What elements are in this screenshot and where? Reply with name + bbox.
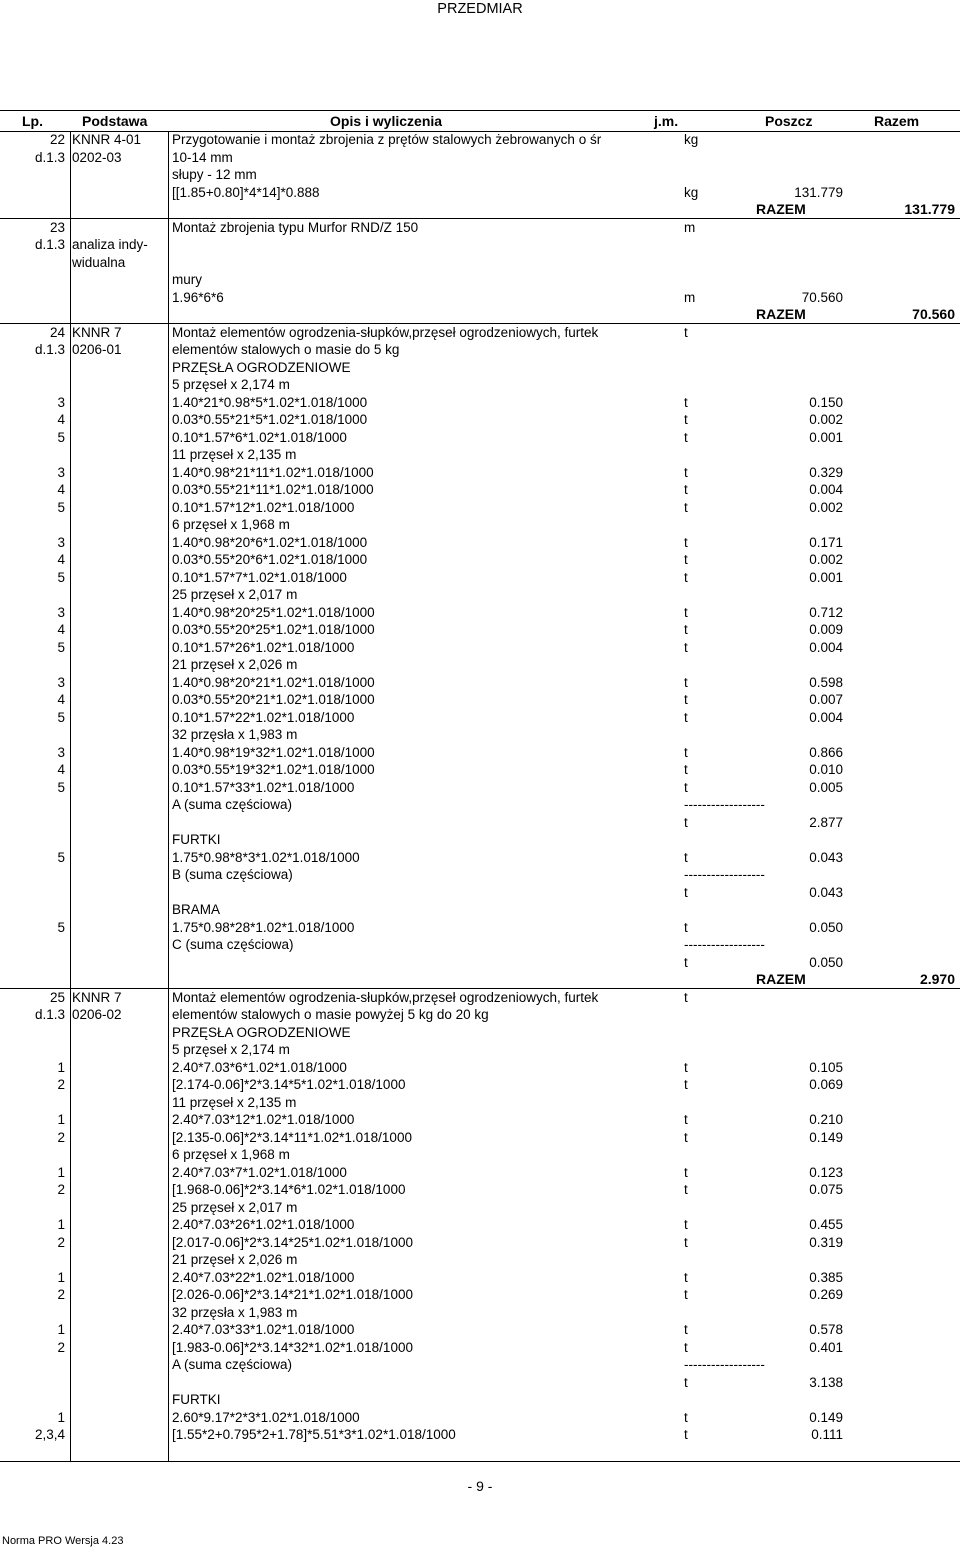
row-unit: t: [684, 884, 688, 900]
row-unit: t: [684, 499, 688, 515]
row-quantity: 0.050: [809, 954, 843, 970]
row-description: A (suma częściowa): [172, 797, 293, 812]
row-basis: 0206-01: [72, 342, 122, 357]
row-description: PRZĘSŁA OGRODZENIOWE: [172, 1024, 351, 1040]
table-row: [0, 499, 960, 517]
table-row: [0, 1129, 960, 1147]
row-description: 0.03*0.55*21*11*1.02*1.018/1000: [172, 482, 374, 497]
table-row: [0, 289, 960, 307]
razem-label: RAZEM: [756, 971, 806, 987]
row-unit: t: [684, 779, 688, 795]
razem-row: [0, 971, 960, 989]
row-quantity: 0.004: [809, 482, 843, 497]
row-unit: t: [684, 692, 688, 707]
table-row: [0, 779, 960, 797]
table-row: [0, 796, 960, 814]
row-description: elementów stalowych o masie do 5 kg: [172, 342, 400, 357]
row-quantity: 0.001: [809, 429, 843, 445]
row-quantity: 0.105: [809, 1059, 843, 1075]
table-row: [0, 341, 960, 359]
row-lp: 4: [57, 692, 65, 707]
row-description: [2.174-0.06]*2*3.14*5*1.02*1.018/1000: [172, 1077, 406, 1092]
row-description: A (suma częściowa): [172, 1357, 293, 1372]
table-row: [0, 254, 960, 272]
row-unit: t: [684, 919, 688, 935]
table-row: [0, 569, 960, 587]
row-quantity: 0.004: [809, 709, 843, 725]
row-quantity: 0.002: [809, 412, 843, 427]
row-description: BRAMA: [172, 902, 221, 917]
row-lp: 1: [57, 1059, 65, 1075]
row-description: 0.10*1.57*33*1.02*1.018/1000: [172, 779, 355, 795]
row-quantity: 2.877: [809, 814, 843, 830]
table-row: [0, 551, 960, 569]
row-basis: KNNR 4-01: [72, 132, 142, 147]
row-quantity: 0.002: [809, 552, 843, 567]
row-quantity: 0.385: [809, 1269, 843, 1285]
row-unit: m: [684, 289, 696, 305]
row-quantity: 0.123: [809, 1164, 843, 1180]
razem-label: RAZEM: [756, 201, 806, 217]
table-row: [0, 1426, 960, 1444]
table-row: [0, 674, 960, 692]
table-row: [0, 1304, 960, 1322]
table-row: [0, 1409, 960, 1427]
table-header: [0, 110, 960, 132]
row-lp: 1: [57, 1409, 65, 1425]
row-description: 0.10*1.57*7*1.02*1.018/1000: [172, 569, 347, 585]
row-lp: 5: [57, 849, 65, 865]
row-unit: t: [684, 1287, 688, 1302]
row-description: 0.10*1.57*26*1.02*1.018/1000: [172, 639, 355, 655]
row-unit: t: [684, 954, 688, 970]
row-unit: t: [684, 1409, 688, 1425]
row-lp: 4: [57, 762, 65, 777]
row-lp: 1: [57, 1112, 65, 1127]
row-lp: 2: [57, 1077, 65, 1092]
row-lp: 1: [57, 1269, 65, 1285]
table-row: [0, 866, 960, 884]
row-description: 25 przęseł x 2,017 m: [172, 1199, 298, 1215]
row-lp: 3: [57, 744, 65, 760]
row-quantity: 131.779: [794, 184, 843, 200]
table-row: [0, 131, 960, 149]
row-quantity: 0.171: [809, 534, 843, 550]
row-quantity: 0.598: [809, 674, 843, 690]
row-basis: widualna: [72, 254, 126, 270]
row-quantity: 0.210: [809, 1112, 843, 1127]
table-row: [0, 1094, 960, 1112]
table-bottom-border: [0, 1461, 960, 1462]
row-lp: 2: [57, 1339, 65, 1355]
row-quantity: 0.712: [809, 604, 843, 620]
row-description: 25 przęseł x 2,017 m: [172, 587, 298, 602]
table-row: [0, 1216, 960, 1234]
row-quantity: 0.001: [809, 569, 843, 585]
table-row: [0, 446, 960, 464]
row-description: słupy - 12 mm: [172, 167, 257, 182]
row-quantity: 0.002: [809, 499, 843, 515]
row-description: 6 przęseł x 1,968 m: [172, 517, 290, 532]
table-row: [0, 1321, 960, 1339]
row-lp: 5: [57, 499, 65, 515]
table-row: [0, 639, 960, 657]
row-unit: kg: [684, 132, 699, 147]
row-lp: 1: [57, 1217, 65, 1232]
row-description: [[1.85+0.80]*4*14]*0.888: [172, 184, 320, 200]
row-description: 10-14 mm: [172, 149, 233, 165]
row-lp: 2: [57, 1287, 65, 1302]
row-unit: t: [684, 744, 688, 760]
row-quantity: 0.149: [809, 1409, 843, 1425]
table-row: [0, 166, 960, 184]
row-lp: 5: [57, 639, 65, 655]
table-row: [0, 936, 960, 954]
row-description: [1.968-0.06]*2*3.14*6*1.02*1.018/1000: [172, 1182, 406, 1197]
row-lp: 5: [57, 919, 65, 935]
row-description: Montaż zbrojenia typu Murfor RND/Z 150: [172, 219, 419, 235]
row-lp: 25: [49, 989, 65, 1005]
row-quantity: 0.007: [809, 692, 843, 707]
table-row: [0, 324, 960, 342]
row-description: Montaż elementów ogrodzenia-słupków,przęseł ogrodzeniowych, furtek: [172, 989, 599, 1005]
row-basis: 0206-02: [72, 1007, 122, 1022]
row-unit: t: [684, 534, 688, 550]
row-lp: 4: [57, 412, 65, 427]
table-row: [0, 691, 960, 709]
row-description: 11 przęseł x 2,135 m: [172, 1094, 297, 1110]
table-row: [0, 1356, 960, 1374]
table-row: [0, 814, 960, 832]
row-quantity: 0.005: [809, 779, 843, 795]
row-unit: t: [684, 1077, 688, 1092]
row-description: [2.026-0.06]*2*3.14*21*1.02*1.018/1000: [172, 1287, 413, 1302]
row-unit: t: [684, 1182, 688, 1197]
row-lp: 4: [57, 622, 65, 637]
row-quantity: 0.269: [809, 1287, 843, 1302]
row-description: 5 przęseł x 2,174 m: [172, 377, 290, 392]
table-row: [0, 1076, 960, 1094]
row-quantity: 0.009: [809, 622, 843, 637]
row-unit: t: [684, 604, 688, 620]
row-basis: KNNR 7: [72, 989, 122, 1005]
table-row: [0, 1006, 960, 1024]
table-row: [0, 586, 960, 604]
row-unit: t: [684, 709, 688, 725]
software-footer: Norma PRO Wersja 4.23: [2, 1535, 124, 1547]
razem-total: 131.779: [904, 201, 955, 217]
row-basis: 0202-03: [72, 149, 122, 165]
table-row: [0, 376, 960, 394]
row-lp: 5: [57, 709, 65, 725]
row-description: 1.75*0.98*28*1.02*1.018/1000: [172, 919, 355, 935]
table-row: [0, 1391, 960, 1409]
table-row: [0, 901, 960, 919]
row-description: 21 przęseł x 2,026 m: [172, 1252, 298, 1267]
row-unit: t: [684, 482, 688, 497]
table-row: [0, 516, 960, 534]
table-row: [0, 849, 960, 867]
row-unit: ------------------: [684, 867, 765, 882]
row-lp: 22: [49, 132, 65, 147]
row-unit: t: [684, 1339, 688, 1355]
row-unit: t: [684, 1217, 688, 1232]
table-row: [0, 744, 960, 762]
row-unit: t: [684, 814, 688, 830]
table-row: [0, 989, 960, 1007]
table-row: [0, 1024, 960, 1042]
table-row: [0, 656, 960, 674]
row-description: [2.135-0.06]*2*3.14*11*1.02*1.018/1000: [172, 1129, 412, 1145]
row-description: 1.75*0.98*8*3*1.02*1.018/1000: [172, 849, 360, 865]
row-lp: 4: [57, 552, 65, 567]
row-unit: t: [684, 1112, 688, 1127]
row-quantity: 3.138: [809, 1374, 843, 1390]
table-row: [0, 831, 960, 849]
row-unit: t: [684, 569, 688, 585]
row-quantity: 0.401: [809, 1339, 843, 1355]
row-lp: 2,3,4: [34, 1427, 65, 1442]
row-lp: 23: [49, 219, 65, 235]
table-row: [0, 1199, 960, 1217]
row-quantity: 0.075: [809, 1182, 843, 1197]
row-description: 21 przęseł x 2,026 m: [172, 657, 298, 672]
row-lp: 4: [57, 482, 65, 497]
row-lp: 1: [57, 1164, 65, 1180]
table-row: [0, 1234, 960, 1252]
row-description: 1.40*0.98*20*25*1.02*1.018/1000: [172, 604, 375, 620]
row-quantity: 0.329: [809, 464, 843, 480]
table-row: [0, 621, 960, 639]
row-unit: t: [684, 1164, 688, 1180]
row-lp: 24: [49, 324, 65, 340]
row-unit: t: [684, 1059, 688, 1075]
row-description: mury: [172, 272, 202, 287]
row-description: 1.40*0.98*19*32*1.02*1.018/1000: [172, 744, 375, 760]
row-description: [2.017-0.06]*2*3.14*25*1.02*1.018/1000: [172, 1234, 413, 1250]
table-row: [0, 394, 960, 412]
razem-total: 2.970: [919, 971, 955, 987]
row-lp: 5: [57, 779, 65, 795]
table-row: [0, 761, 960, 779]
row-quantity: 0.043: [809, 884, 843, 900]
row-lp: 5: [57, 569, 65, 585]
row-unit: t: [684, 1427, 688, 1442]
table-row: [0, 726, 960, 744]
row-lp: 2: [57, 1129, 65, 1145]
row-description: 11 przęseł x 2,135 m: [172, 447, 297, 462]
row-unit: kg: [684, 184, 699, 200]
row-quantity: 0.069: [809, 1077, 843, 1092]
row-description: 1.40*0.98*20*21*1.02*1.018/1000: [172, 674, 375, 690]
row-quantity: 0.111: [811, 1427, 843, 1442]
row-description: FURTKI: [172, 832, 221, 847]
row-description: 1.96*6*6: [172, 289, 224, 305]
table-row: [0, 919, 960, 937]
row-description: 2.40*7.03*7*1.02*1.018/1000: [172, 1164, 347, 1180]
table-row: [0, 236, 960, 254]
row-unit: t: [684, 1269, 688, 1285]
row-unit: t: [684, 622, 688, 637]
table-row: [0, 1146, 960, 1164]
row-description: 0.10*1.57*22*1.02*1.018/1000: [172, 709, 355, 725]
row-description: 1.40*21*0.98*5*1.02*1.018/1000: [172, 394, 368, 410]
row-unit: t: [684, 674, 688, 690]
row-quantity: 0.455: [809, 1217, 843, 1232]
row-lp: d.1.3: [34, 237, 65, 252]
table-row: [0, 429, 960, 447]
row-description: 5 przęseł x 2,174 m: [172, 1042, 290, 1057]
row-unit: t: [684, 1374, 688, 1390]
row-description: Przygotowanie i montaż zbrojenia z prętów stalowych żebrowanych o śr: [172, 132, 602, 147]
row-quantity: 0.043: [809, 849, 843, 865]
table-row: [0, 604, 960, 622]
row-description: 1.40*0.98*20*6*1.02*1.018/1000: [172, 534, 368, 550]
row-description: B (suma częściowa): [172, 867, 293, 882]
row-description: 2.40*7.03*6*1.02*1.018/1000: [172, 1059, 347, 1075]
row-unit: t: [684, 394, 688, 410]
row-description: 2.40*7.03*12*1.02*1.018/1000: [172, 1112, 355, 1127]
row-unit: m: [684, 219, 696, 235]
row-quantity: 0.578: [809, 1322, 843, 1337]
row-description: 6 przęseł x 1,968 m: [172, 1147, 290, 1162]
row-quantity: 0.004: [809, 639, 843, 655]
page-number: - 9 -: [467, 1478, 493, 1494]
row-description: 0.10*1.57*12*1.02*1.018/1000: [172, 499, 355, 515]
row-lp: 3: [57, 604, 65, 620]
row-lp: 3: [57, 394, 65, 410]
razem-row: [0, 306, 960, 324]
table-row: [0, 1164, 960, 1182]
row-quantity: 0.319: [809, 1234, 843, 1250]
table-row: [0, 149, 960, 167]
table-row: [0, 271, 960, 289]
row-unit: ------------------: [684, 797, 765, 812]
row-quantity: 70.560: [801, 289, 843, 305]
row-unit: ------------------: [684, 1357, 765, 1372]
row-quantity: 0.866: [809, 744, 843, 760]
row-description: 2.60*9.17*2*3*1.02*1.018/1000: [172, 1409, 360, 1425]
table-row: [0, 1286, 960, 1304]
row-description: PRZĘSŁA OGRODZENIOWE: [172, 359, 351, 375]
table-row: [0, 1181, 960, 1199]
row-lp: 2: [57, 1234, 65, 1250]
row-quantity: 0.150: [809, 394, 843, 410]
table-row: [0, 954, 960, 972]
table-row: [0, 184, 960, 202]
row-lp: d.1.3: [34, 342, 65, 357]
table-row: [0, 1374, 960, 1392]
row-unit: t: [684, 1322, 688, 1337]
row-unit: t: [684, 464, 688, 480]
row-lp: d.1.3: [34, 1007, 65, 1022]
row-description: 2.40*7.03*33*1.02*1.018/1000: [172, 1322, 355, 1337]
table-row: [0, 1251, 960, 1269]
row-unit: t: [684, 639, 688, 655]
table-row: [0, 411, 960, 429]
header-quantity: Poszcz: [765, 113, 813, 129]
row-description: 0.03*0.55*21*5*1.02*1.018/1000: [172, 412, 368, 427]
row-description: C (suma częściowa): [172, 937, 294, 952]
row-description: 0.03*0.55*20*25*1.02*1.018/1000: [172, 622, 375, 637]
table-row: [0, 1269, 960, 1287]
table-row: [0, 481, 960, 499]
table-row: [0, 884, 960, 902]
row-description: 32 przęsła x 1,983 m: [172, 1304, 298, 1320]
header-total: Razem: [874, 113, 920, 129]
row-lp: 5: [57, 429, 65, 445]
header-basis: Podstawa: [82, 113, 148, 129]
row-description: elementów stalowych o masie powyżej 5 kg do 20 kg: [172, 1007, 489, 1022]
row-description: Montaż elementów ogrodzenia-słupków,przęseł ogrodzeniowych, furtek: [172, 324, 599, 340]
row-lp: d.1.3: [34, 149, 65, 165]
table-row: [0, 1111, 960, 1129]
row-lp: 1: [57, 1322, 65, 1337]
row-description: 32 przęsła x 1,983 m: [172, 727, 298, 742]
row-basis: analiza indy-: [72, 237, 148, 252]
row-description: 0.03*0.55*19*32*1.02*1.018/1000: [172, 762, 375, 777]
row-unit: t: [684, 762, 688, 777]
row-lp: 3: [57, 464, 65, 480]
row-description: [1.983-0.06]*2*3.14*32*1.02*1.018/1000: [172, 1339, 413, 1355]
table-row: [0, 1059, 960, 1077]
row-unit: ------------------: [684, 937, 765, 952]
row-basis: KNNR 7: [72, 324, 122, 340]
row-quantity: 0.010: [809, 762, 843, 777]
razem-total: 70.560: [912, 306, 955, 322]
page-title: PRZEDMIAR: [437, 1, 523, 17]
row-unit: t: [684, 429, 688, 445]
row-lp: 2: [57, 1182, 65, 1197]
table-row: [0, 1041, 960, 1059]
header-lp: Lp.: [22, 113, 43, 129]
measurement-table: [0, 131, 960, 1461]
row-description: 2.40*7.03*22*1.02*1.018/1000: [172, 1269, 355, 1285]
razem-row: [0, 201, 960, 219]
row-unit: t: [684, 1234, 688, 1250]
row-quantity: 0.050: [809, 919, 843, 935]
table-row: [0, 534, 960, 552]
table-row: [0, 709, 960, 727]
row-unit: t: [684, 849, 688, 865]
row-unit: t: [684, 1129, 688, 1145]
row-unit: t: [684, 989, 688, 1005]
row-description: 2.40*7.03*26*1.02*1.018/1000: [172, 1217, 355, 1232]
header-unit: j.m.: [654, 113, 679, 129]
razem-label: RAZEM: [756, 306, 806, 322]
header-description: Opis i wyliczenia: [330, 113, 443, 129]
table-row: [0, 219, 960, 237]
table-row: [0, 464, 960, 482]
row-quantity: 0.149: [809, 1129, 843, 1145]
row-unit: t: [684, 324, 688, 340]
row-description: [1.55*2+0.795*2+1.78]*5.51*3*1.02*1.018/1000: [172, 1427, 456, 1442]
table-row: [0, 1339, 960, 1357]
row-unit: t: [684, 552, 688, 567]
table-row: [0, 359, 960, 377]
row-lp: 3: [57, 674, 65, 690]
row-description: 1.40*0.98*21*11*1.02*1.018/1000: [172, 464, 374, 480]
row-description: 0.03*0.55*20*6*1.02*1.018/1000: [172, 552, 368, 567]
row-unit: t: [684, 412, 688, 427]
row-description: 0.03*0.55*20*21*1.02*1.018/1000: [172, 692, 375, 707]
row-lp: 3: [57, 534, 65, 550]
row-description: FURTKI: [172, 1392, 221, 1407]
row-description: 0.10*1.57*6*1.02*1.018/1000: [172, 429, 347, 445]
